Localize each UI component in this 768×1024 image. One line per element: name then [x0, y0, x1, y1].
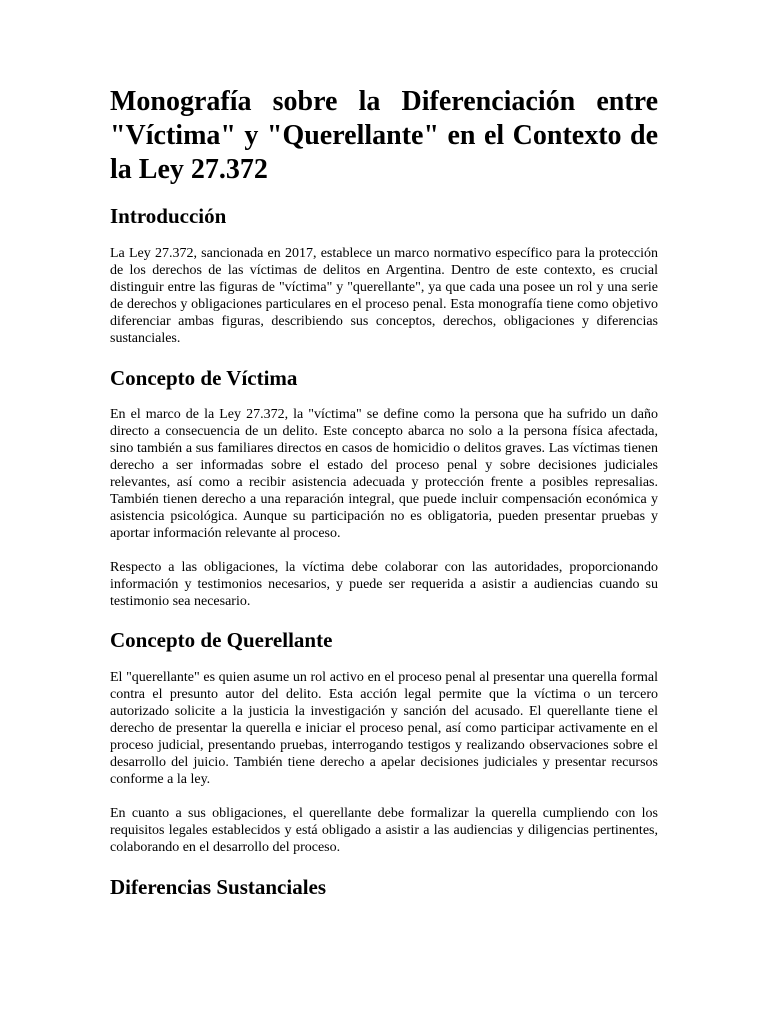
document-title: Monografía sobre la Diferenciación entre "Víctima" y "Querellante" en el Contexto de la Ley 27.372	[110, 86, 658, 185]
heading-introduccion: Introducción	[110, 204, 227, 228]
paragraph-querellante-1: El "querellante" es quien asume un rol activo en el proceso penal al presentar una querella formal contra el presunto autor del delito. Esta acción legal permite que la víctima o un tercero autorizado solicite a la justicia la investigación y sanción del acusado. El querellante tiene el derecho de presentar la querella e iniciar el proceso penal, así como participar activamente en el proceso judicial, presentando pruebas, interrogando testigos y realizando observaciones sobre el desarrollo del juicio. También tiene derecho a apelar decisiones judiciales y presentar recursos conforme a la ley.	[110, 670, 658, 787]
paragraph-victima-1: En el marco de la Ley 27.372, la "víctima" se define como la persona que ha sufrido un daño directo a consecuencia de un delito. Este concepto abarca no solo a la persona física afectada, sino también a sus familiares directos en casos de homicidio o delitos graves. Las víctimas tienen derecho a ser informadas sobre el estado del proceso penal y sobre decisiones judiciales relevantes, así como a recibir asistencia adecuada y protección frente a posibles represalias. También tienen derecho a una reparación integral, que puede incluir compensación económica y asistencia psicológica. Aunque su participación no es obligatoria, pueden presentar pruebas y aportar información relevante al proceso.	[110, 407, 658, 541]
paragraph-introduccion: La Ley 27.372, sancionada en 2017, establece un marco normativo específico para la protección de los derechos de las víctimas de delitos en Argentina. Dentro de este contexto, es crucial distinguir entre las figuras de "víctima" y "querellante", ya que cada una posee un rol y una serie de derechos y obligaciones particulares en el proceso penal. Esta monografía tiene como objetivo diferenciar ambas figuras, describiendo sus conceptos, derechos, obligaciones y diferencias sustanciales.	[110, 246, 658, 346]
heading-concepto-querellante: Concepto de Querellante	[110, 628, 333, 652]
paragraph-victima-2: Respecto a las obligaciones, la víctima debe colaborar con las autoridades, proporcionando información y testimonios necesarios, y puede ser requerida a asistir a audiencias cuando su testimonio sea necesario.	[110, 560, 658, 609]
heading-concepto-victima: Concepto de Víctima	[110, 366, 298, 390]
paragraph-querellante-2: En cuanto a sus obligaciones, el querellante debe formalizar la querella cumpliendo con los requisitos legales establecidos y está obligado a asistir a las audiencias y diligencias pertinentes, colaborando en el desarrollo del proceso.	[110, 806, 658, 855]
document-page	[110, 85, 658, 900]
heading-diferencias-sustanciales: Diferencias Sustanciales	[110, 875, 327, 899]
